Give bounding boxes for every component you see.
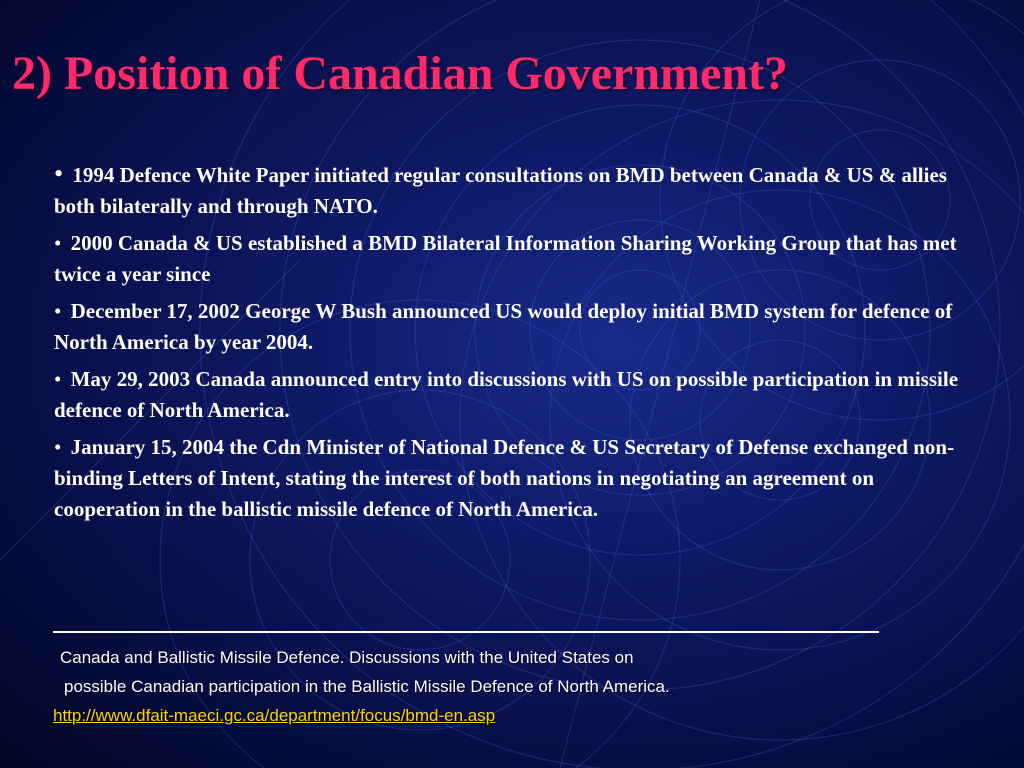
bullet-icon: • xyxy=(54,299,62,323)
bullet-item xyxy=(54,432,984,525)
footnote-line-1: Canada and Ballistic Missile Defence. Discussions with the United States on xyxy=(60,648,634,667)
bullet-item xyxy=(54,296,984,358)
footnote-divider xyxy=(53,631,879,633)
bullet-icon: • xyxy=(54,231,62,255)
bullet-icon: • xyxy=(54,367,62,391)
bullet-text: 1994 Defence White Paper initiated regular consultations on BMD between Canada & US & allies both bilaterally and through NATO. xyxy=(54,163,947,218)
source-link[interactable]: http://www.dfait-maeci.gc.ca/department/focus/bmd-en.asp xyxy=(53,706,496,725)
bullet-icon: • xyxy=(54,435,62,459)
bullet-icon: • xyxy=(54,159,64,188)
bullet-text: January 15, 2004 the Cdn Minister of National Defence & US Secretary of Defense exchanged non-binding Letters of Intent, stating the interest of both nations in negotiating an agreement on cooperation in the ballistic missile defence of North America. xyxy=(54,435,955,521)
bullet-text: May 29, 2003 Canada announced entry into discussions with US on possible participation in missile defence of North America. xyxy=(54,367,959,422)
bullet-item xyxy=(54,228,984,290)
bullet-text: December 17, 2002 George W Bush announced US would deploy initial BMD system for defence of North America by year 2004. xyxy=(54,299,953,354)
bullet-item xyxy=(54,158,984,222)
footnote-line-2: possible Canadian participation in the Ballistic Missile Defence of North America. xyxy=(64,677,670,696)
slide-title: 2) Position of Canadian Government? xyxy=(12,47,789,100)
bullet-list xyxy=(54,158,984,531)
bullet-text: 2000 Canada & US established a BMD Bilateral Information Sharing Working Group that has met twice a year since xyxy=(54,231,957,286)
bullet-item xyxy=(54,364,984,426)
